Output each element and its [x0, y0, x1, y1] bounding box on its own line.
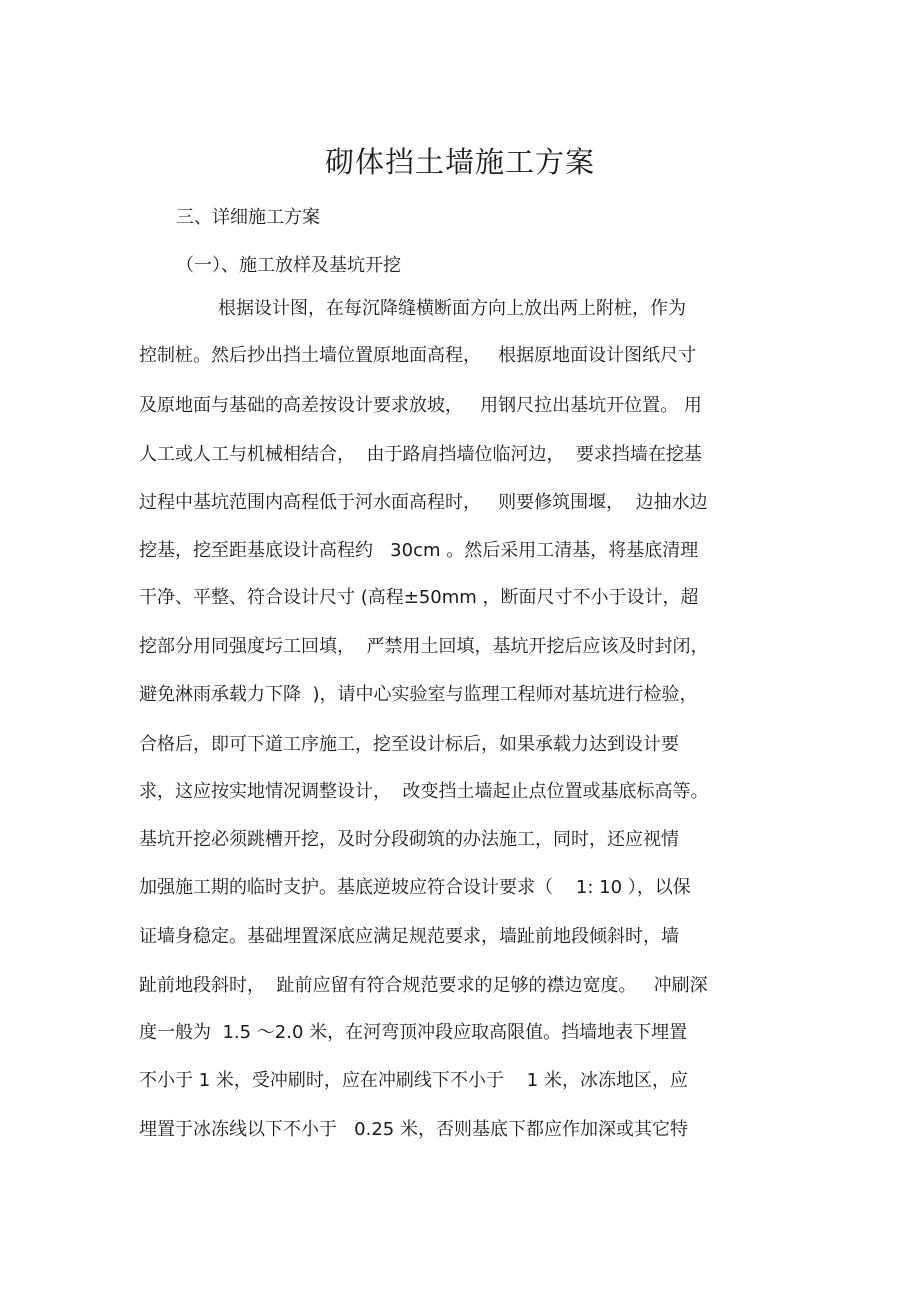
paragraph-line: 过程中基坑范围内高程低于河水面高程时， 则要修筑围堰， 边抽水边	[139, 492, 708, 513]
paragraph-line: 避免淋雨承载力下降 )，请中心实验室与监理工程师对基坑进行检验，	[139, 684, 698, 705]
section-heading: 三、详细施工方案	[176, 207, 320, 228]
paragraph-line: 人工或人工与机械相结合， 由于路肩挡墙位临河边， 要求挡墙在挖基	[139, 444, 702, 465]
paragraph-line: 挖部分用同强度圬工回填， 严禁用土回填，基坑开挖后应该及时封闭，	[139, 636, 709, 657]
paragraph-line: 基坑开挖必须跳槽开挖，及时分段砌筑的办法施工，同时，还应视情	[139, 829, 679, 850]
subsection-heading: （一）、施工放样及基坑开挖	[176, 255, 401, 276]
paragraph-line: 合格后，即可下道工序施工，挖至设计标后，如果承载力达到设计要	[139, 734, 679, 755]
paragraph-line: 根据设计图，在每沉降缝横断面方向上放出两上附桩，作为	[218, 298, 686, 319]
paragraph-line: 不小于 1 米，受冲刷时，应在冲刷线下不小于 1 米，冰冻地区，应	[139, 1070, 688, 1091]
paragraph-line: 度一般为 1.5 ～2.0 米，在河弯顶冲段应取高限值。挡墙地表下埋置	[139, 1022, 688, 1043]
paragraph-line: 求，这应按实地情况调整设计， 改变挡土墙起止点位置或基底标高等。	[139, 781, 709, 802]
paragraph-line: 加强施工期的临时支护。基底逆坡应符合设计要求（ 1: 10 ），以保	[139, 877, 691, 898]
paragraph-line: 及原地面与基础的高差按设计要求放坡， 用钢尺拉出基坑开位置。 用	[139, 395, 702, 416]
paragraph-line: 埋置于冰冻线以下不小于 0.25 米，否则基底下都应作加深或其它特	[139, 1119, 688, 1140]
paragraph-line: 控制桩。然后抄出挡土墙位置原地面高程， 根据原地面设计图纸尺寸	[139, 345, 697, 366]
paragraph-line: 趾前地段斜时， 趾前应留有符合规范要求的足够的襟边宽度。 冲刷深	[139, 975, 708, 996]
paragraph-line: 干净、平整、符合设计尺寸 (高程±50mm ，断面尺寸不小于设计，超	[139, 587, 699, 608]
paragraph-line: 挖基，挖至距基底设计高程约 30cm 。然后采用工清基，将基底清理	[139, 540, 699, 561]
document-title: 砌体挡土墙施工方案	[324, 145, 595, 179]
paragraph-line: 证墙身稳定。基础埋置深底应满足规范要求，墙趾前地段倾斜时，墙	[139, 926, 679, 947]
